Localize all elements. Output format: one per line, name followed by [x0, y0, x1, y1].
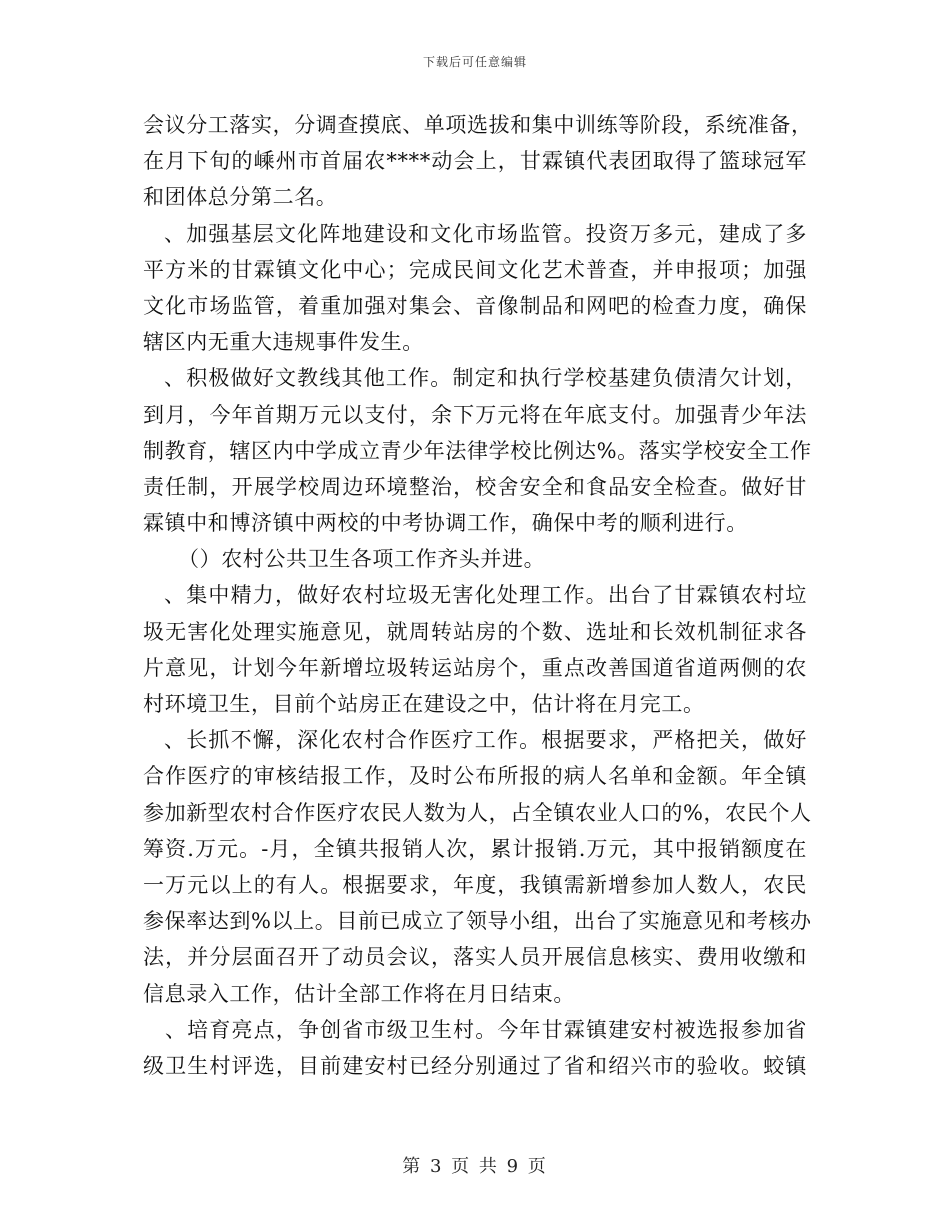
text-line: 村环境卫生，目前个站房正在建设之中，估计将在月完工。: [143, 692, 705, 716]
body-text: [143, 107, 813, 1084]
text-line: 在月下旬的嵊州市首届农****动会上，甘霖镇代表团取得了篮球冠军: [143, 149, 807, 174]
text-line: 、集中精力，做好农村垃圾无害化处理工作。出台了甘霖镇农村垃: [164, 583, 807, 608]
text-line: 责任制，开展学校周边环境整治，校舍安全和食品安全检查。做好甘: [143, 474, 807, 499]
text-line: 参保率达到%以上。目前已成立了领导小组，出台了实施意见和考核办: [143, 909, 812, 934]
text-line: 参加新型农村合作医疗农民人数为人，占全镇农业人口的%，农民个人: [143, 800, 812, 825]
text-line: 法，并分层面召开了动员会议，落实人员开展信息核实、费用收缴和: [143, 945, 807, 970]
text-line: 级卫生村评选，目前建安村已经分别通过了省和绍兴市的验收。蛟镇: [143, 1053, 807, 1078]
text-line: 圾无害化处理实施意见，就周转站房的个数、选址和长效机制征求各: [143, 619, 807, 644]
text-line: 、积极做好文教线其他工作。制定和执行学校基建负债清欠计划，: [164, 366, 807, 391]
text-line: 一万元以上的有人。根据要求，年度，我镇需新增参加人数人，农民: [143, 872, 807, 897]
text-line: 、长抓不懈，深化农村合作医疗工作。根据要求，严格把关，做好: [164, 728, 807, 753]
page-header: 下载后可任意编辑: [422, 55, 527, 69]
text-line: 、加强基层文化阵地建设和文化市场监管。投资万多元，建成了多: [164, 221, 807, 246]
text-line: 文化市场监管，着重加强对集会、音像制品和网吧的检查力度，确保: [143, 293, 807, 318]
text-line: 制教育，辖区内中学成立青少年法律学校比例达%。落实学校安全工作: [143, 438, 812, 463]
text-line: 合作医疗的审核结报工作，及时公布所报的病人名单和金额。年全镇: [143, 764, 807, 789]
text-line: 会议分工落实，分调查摸底、单项选拔和集中训练等阶段，系统准备，: [143, 113, 813, 137]
text-line: 到月，今年首期万元以支付，余下万元将在年底支付。加强青少年法: [143, 402, 807, 427]
text-line: 和团体总分第二名。: [143, 185, 338, 210]
text-line: 、培育亮点，争创省市级卫生村。今年甘霖镇建安村被选报参加省: [165, 1017, 807, 1042]
section-heading: （）农村公共卫生各项工作齐头并进。: [178, 547, 546, 572]
text-line: 片意见，计划今年新增垃圾转运站房个，重点改善国道省道两侧的农: [143, 655, 807, 680]
text-line: 辖区内无重大违规事件发生。: [143, 330, 424, 355]
text-line: 筹资.万元。-月，全镇共报销人次，累计报销.万元，其中报销额度在: [143, 836, 807, 861]
text-line: 平方米的甘霖镇文化中心；完成民间文化艺术普查，并申报项；加强: [143, 257, 807, 282]
page-footer: 第 3 页 共 9 页: [402, 1156, 548, 1177]
text-line: 霖镇中和博济镇中两校的中考协调工作，确保中考的顺利进行。: [143, 511, 748, 536]
text-line: 信息录入工作，估计全部工作将在月日结束。: [143, 981, 575, 1006]
